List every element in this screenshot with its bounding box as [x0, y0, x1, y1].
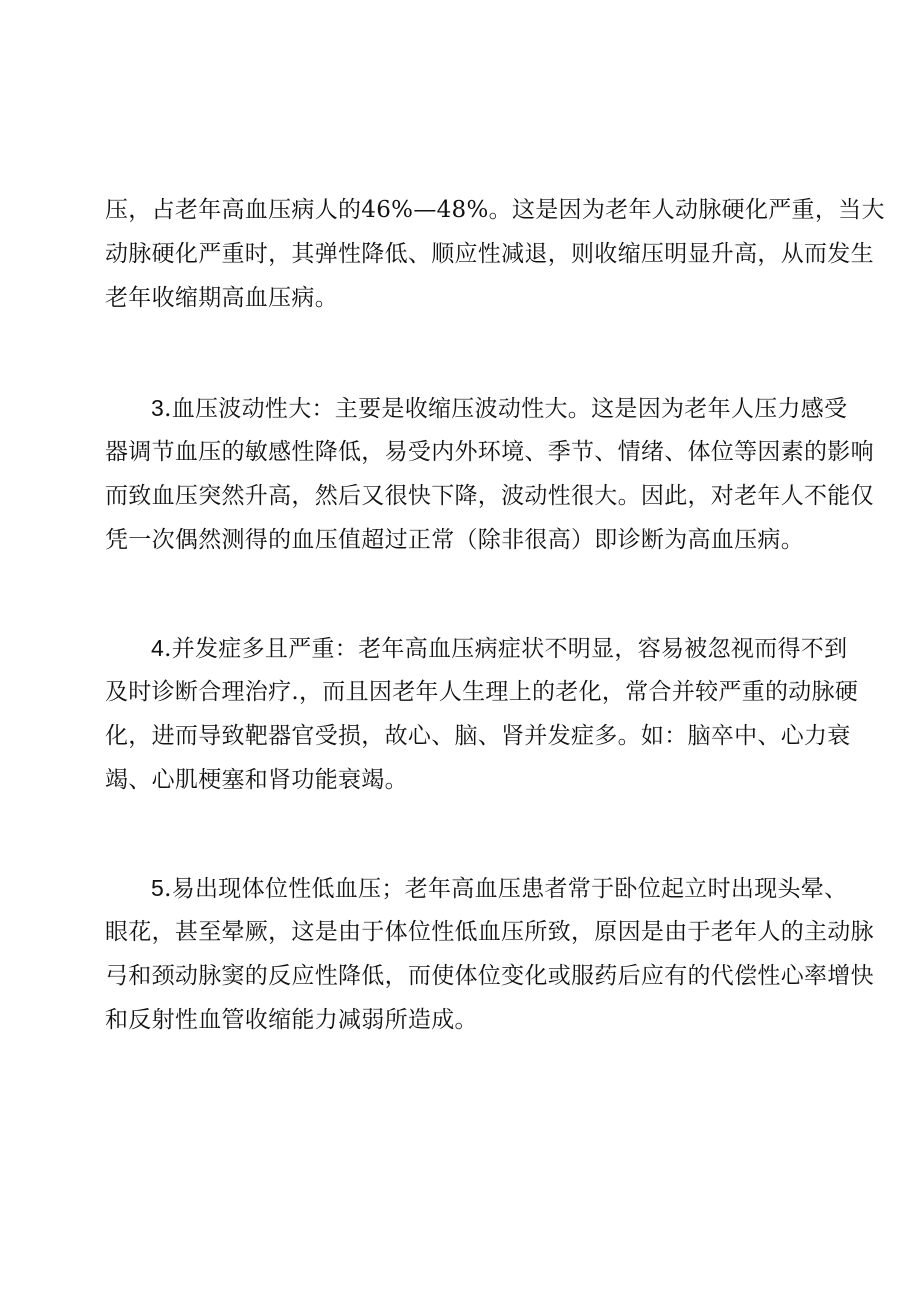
text-line: 化，进而导致靶器官受损，故心、脑、肾并发症多。如：脑卒中、心力衰 — [105, 723, 851, 749]
text-line — [105, 866, 848, 910]
text-line: 及时诊断合理治疗.，而且因老年人生理上的老化，常合并较严重的动脉硬 — [105, 679, 859, 705]
text-line: 动脉硬化严重时，其弹性降低、顺应性减退，则收缩压明显升高，从而发生 — [105, 241, 874, 267]
text-line: 竭、心肌梗塞和肾功能衰竭。 — [105, 767, 408, 793]
text-line — [105, 626, 848, 670]
item-number: 3 — [151, 395, 165, 421]
item-text: .并发症多且严重：老年高血压病症状不明显，容易被忽视而得不到 — [164, 636, 848, 662]
text-line: 而致血压突然升高，然后又很快下降，波动性很大。因此，对老年人不能仅 — [105, 483, 874, 509]
item-text: .易出现体位性低血压；老年高血压患者常于卧位起立时出现头晕、 — [164, 876, 848, 902]
text-line: 老年收缩期高血压病。 — [105, 285, 338, 311]
paragraph-continuation — [105, 188, 885, 320]
text-line: 弓和颈动脉窦的反应性降低，而使体位变化或服药后应有的代偿性心率增快 — [105, 963, 874, 989]
paragraph-item-4 — [105, 626, 859, 802]
text-line: 和反射性血管收缩能力减弱所造成。 — [105, 1007, 478, 1033]
item-number: 5 — [151, 875, 165, 901]
paragraph-item-3 — [105, 386, 874, 562]
text-line: 凭一次偶然测得的血压值超过正常（除非很高）即诊断为高血压病。 — [105, 527, 804, 553]
text-line: 器调节血压的敏感性降低，易受内外环境、季节、情绪、体位等因素的影响 — [105, 439, 874, 465]
text-line — [105, 386, 848, 430]
paragraph-item-5 — [105, 866, 874, 1042]
text-line: 眼花，甚至晕厥，这是由于体位性低血压所致，原因是由于老年人的主动脉 — [105, 919, 874, 945]
text-line: 压，占老年高血压病人的46%—48%。这是因为老年人动脉硬化严重，当大 — [105, 197, 885, 223]
item-text: .血压波动性大：主要是收缩压波动性大。这是因为老年人压力感受 — [164, 396, 848, 422]
item-number: 4 — [151, 635, 165, 661]
